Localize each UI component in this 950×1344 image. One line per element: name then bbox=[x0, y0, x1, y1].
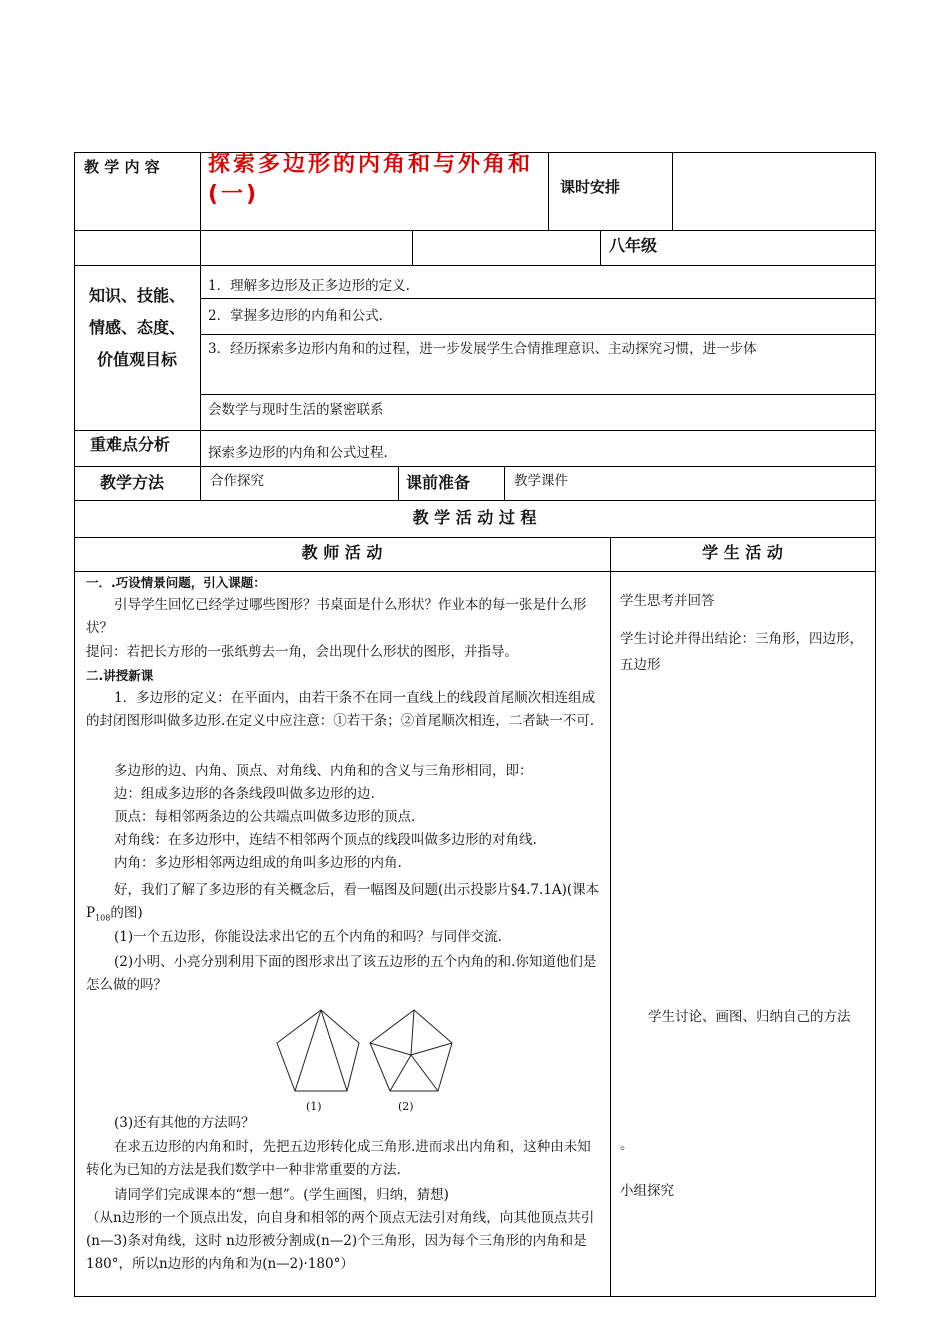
section-1-title: 一．.巧设情景问题，引入课题： bbox=[86, 575, 266, 590]
key-points-label: 重难点分析 bbox=[90, 435, 171, 454]
student-answer: 。 bbox=[620, 1137, 634, 1153]
teacher-paragraph: 多边形的边、内角、顶点、对角线、内角和的含义与三角形相同，即： bbox=[114, 763, 533, 779]
teacher-paragraph: 顶点：每相邻两条边的公共端点叫做多边形的顶点. bbox=[114, 809, 416, 825]
question-3: (3)还有其他的方法吗？ bbox=[114, 1115, 255, 1131]
process-heading: 教 学 活 动 过 程 bbox=[412, 508, 537, 527]
objective-item: 2．掌握多边形的内角和公式. bbox=[208, 308, 383, 324]
pentagon-figures bbox=[270, 1005, 460, 1095]
objective-item: 3．经历探索多边形内角和的过程，进一步发展学生合情推理意识、主动探究习惯，进一步体 bbox=[208, 341, 757, 357]
teacher-paragraph: 边：组成多边形的各条线段叫做多边形的边. bbox=[114, 786, 375, 802]
pentagon-figure-2 bbox=[370, 1010, 452, 1091]
student-answer: 学生讨论、画图、归纳自己的方法 bbox=[648, 1009, 851, 1025]
methods-label: 教学方法 bbox=[100, 473, 165, 492]
question-2: (2)小明、小亮分别利用下面的图形求出了该五边形的五个内角的和.你知道他们是怎么做的吗？ bbox=[86, 954, 597, 993]
objective-item: 1．理解多边形及正多边形的定义. bbox=[208, 278, 410, 294]
teacher-paragraph: 请同学们完成课本的“想一想”。(学生画图，归纳，猜想) bbox=[114, 1187, 449, 1203]
schedule-label: 课时安排 bbox=[560, 178, 621, 196]
teacher-paragraph: 内角：多边形相邻两边组成的角叫多边形的内角. bbox=[114, 855, 402, 871]
teacher-paragraph: 对角线：在多边形中，连结不相邻两个顶点的线段叫做多边形的对角线. bbox=[114, 832, 537, 848]
page-title: 探索多边形的内角和与外角和(一) bbox=[208, 152, 534, 207]
section-2-title: 二.讲授新课 bbox=[86, 668, 154, 683]
prep-value: 教学课件 bbox=[514, 473, 568, 489]
teacher-paragraph: 在求五边形的内角和时，先把五边形转化成三角形.进而求出内角和，这种由未知转化为已知的方法是我们数学中一种非常重要的方法. bbox=[86, 1139, 591, 1178]
student-heading: 学 生 活 动 bbox=[702, 543, 783, 562]
teacher-paragraph: 引导学生回忆已经学过哪些图形？书桌面是什么形状？作业本的每一张是什么形状？ bbox=[86, 597, 587, 636]
objectives-label: 知识、技能、情感、态度、价值观目标 bbox=[88, 286, 185, 369]
figure-2-caption: (2) bbox=[398, 1100, 414, 1113]
student-answer: 学生讨论并得出结论：三角形，四边形，五边形 bbox=[620, 631, 863, 673]
teacher-paragraph: （从n边形的一个顶点出发，向自身和相邻的两个顶点无法引对角线，向其他顶点共引(n—3)条对角线，这时 n边形被分割成(n—2)个三角形，因为每个三角形的内角和是 180°，所以n边形的内角和为(n—2)·180°） bbox=[86, 1210, 595, 1272]
content-label: 教 学 内 容 bbox=[84, 158, 160, 176]
objective-item: 会数学与现时生活的紧密联系 bbox=[208, 402, 384, 418]
teacher-paragraph: 提问：若把长方形的一张纸剪去一角，会出现什么形状的图形，并指导。 bbox=[86, 644, 518, 660]
figure-1-caption: (1) bbox=[306, 1100, 322, 1113]
grade-label: 八年级 bbox=[609, 236, 658, 255]
teacher-paragraph: 1．多边形的定义：在平面内，由若干条不在同一直线上的线段首尾顺次相连组成的封闭图形叫做多边形.在定义中应注意：①若干条；②首尾顺次相连，二者缺一不可. bbox=[86, 690, 596, 729]
methods-value: 合作探究 bbox=[210, 473, 264, 489]
pentagon-figure-1 bbox=[277, 1010, 359, 1091]
student-answer: 小组探究 bbox=[620, 1183, 674, 1199]
teacher-heading: 教 师 活 动 bbox=[301, 543, 383, 562]
student-answer: 学生思考并回答 bbox=[620, 593, 715, 609]
question-1: (1)一个五边形，你能设法求出它的五个内角的和吗？与同伴交流. bbox=[114, 929, 502, 945]
teacher-paragraph: 好，我们了解了多边形的有关概念后，看一幅图及问题(出示投影片§4.7.1A)(课本$P_{108}$的图) bbox=[86, 882, 600, 923]
key-points-value: 探索多边形的内角和公式过程. bbox=[208, 445, 388, 461]
prep-label: 课前准备 bbox=[406, 473, 471, 492]
